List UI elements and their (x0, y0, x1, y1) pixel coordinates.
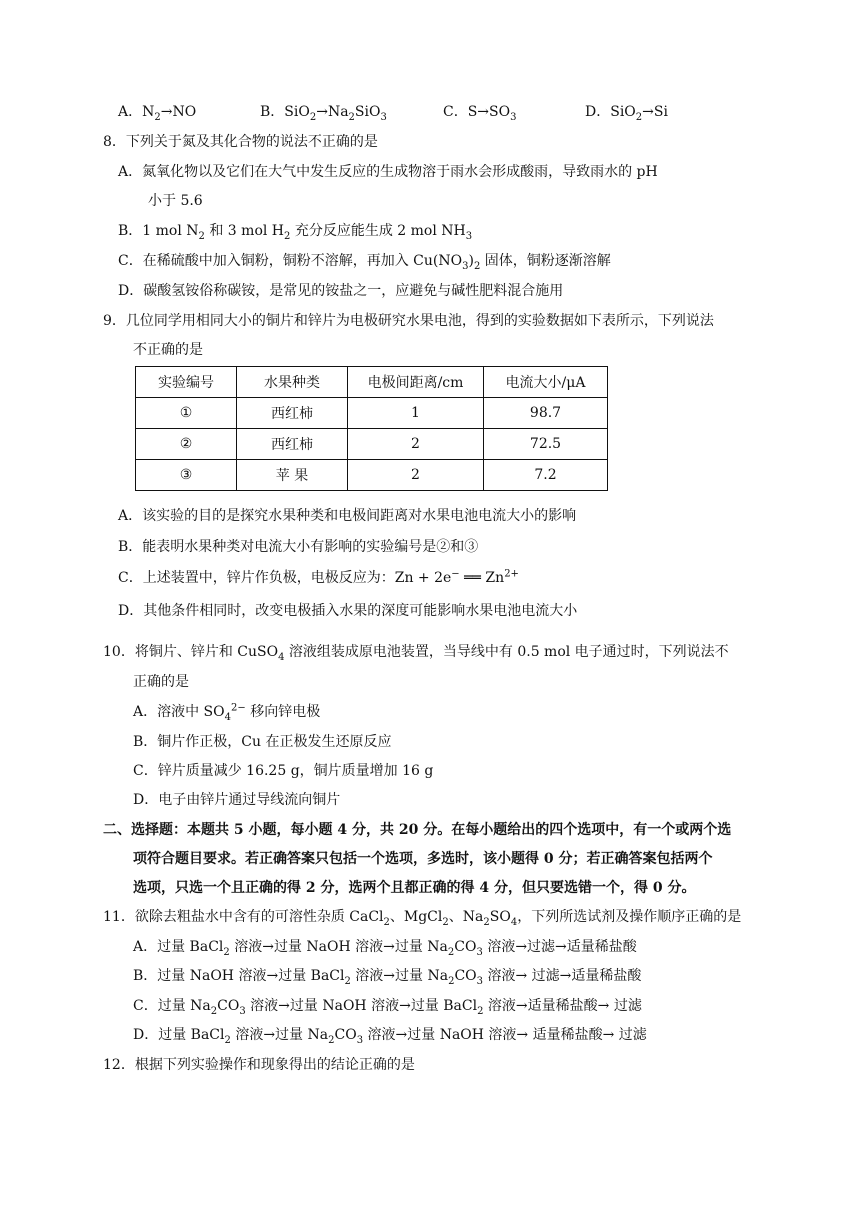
table-cell: 7.2 (484, 460, 608, 491)
q11-option-d: D．过量 BaCl$_2$ 溶液→过量 $Na_2CO_3$ 溶液→过量 NaOH 溶液→ 适量稀盐酸→ 过滤 (133, 1027, 647, 1046)
table-cell: 苹 果 (237, 460, 348, 491)
q9-option-b: B．能表明水果种类对电流大小有影响的实验编号是②和③ (118, 539, 479, 555)
q9-option-a: A．该实验的目的是探究水果种类和电极间距离对水果电池电流大小的影响 (118, 508, 577, 524)
q10-option-a: A．溶液中 $SO_4^{2-}$ 移向锌电极 (133, 702, 321, 723)
table-header-cell: 电流大小/μA (484, 367, 608, 398)
q11-stem: 11．欲除去粗盐水中含有的可溶性杂质 CaCl$_2$、MgCl$_2$、$Na_2SO_4$，下列所选试剂及操作顺序正确的是 (103, 909, 742, 928)
q8-option-d: D．碳酸氢铵俗称碳铵，是常见的铵盐之一，应避免与碱性肥料混合施用 (118, 283, 564, 299)
experiment-data-table (135, 366, 608, 491)
q10-option-d: D．电子由锌片通过导线流向铜片 (133, 792, 341, 808)
table-cell: 西红柿 (237, 398, 348, 429)
q10-option-c: C．锌片质量减少 16.25 g，铜片质量增加 16 g (133, 763, 434, 779)
table-header-cell: 实验编号 (136, 367, 237, 398)
table-cell: ① (136, 398, 237, 429)
q7-option-b: B．$SiO_2\to Na_2SiO_3$ (260, 104, 387, 123)
table-cell: 1 (348, 398, 484, 429)
section2-instructions-line2: 项符合题目要求。若正确答案只包括一个选项，多选时，该小题得 0 分；若正确答案包括两个 (133, 851, 713, 867)
section2-instructions-line1: 二、选择题：本题共 5 小题，每小题 4 分，共 20 分。在每小题给出的四个选项中，有一个或两个选 (103, 822, 732, 838)
q10-option-b: B．铜片作正极，Cu 在正极发生还原反应 (133, 734, 392, 750)
q10-stem-line2: 正确的是 (133, 674, 189, 690)
table-cell: 西红柿 (237, 429, 348, 460)
q11-option-a: A．过量 BaCl$_2$ 溶液→过量 NaOH 溶液→过量 $Na_2CO_3$ 溶液→过滤→适量稀盐酸 (133, 939, 637, 958)
q8-option-b: B．1 mol $N_2$ 和 3 mol $H_2$ 充分反应能生成 2 mol $NH_3$ (118, 223, 473, 242)
table-row (136, 398, 608, 429)
table-cell: ③ (136, 460, 237, 491)
q8-option-a-line2: 小于 5.6 (148, 193, 203, 209)
q11-option-c: C．过量 $Na_2CO_3$ 溶液→过量 NaOH 溶液→过量 BaCl$_2$ 溶液→适量稀盐酸→ 过滤 (133, 998, 642, 1017)
q11-option-b: B．过量 NaOH 溶液→过量 BaCl$_2$ 溶液→过量 $Na_2CO_3$ 溶液→ 过滤→适量稀盐酸 (133, 968, 642, 987)
q8-stem: 8．下列关于氮及其化合物的说法不正确的是 (103, 134, 378, 150)
table-row (136, 460, 608, 491)
q8-option-a-line1: A．氮氧化物以及它们在大气中发生反应的生成物溶于雨水会形成酸雨，导致雨水的 pH (118, 164, 658, 180)
table-cell: 72.5 (484, 429, 608, 460)
q8-option-c: C．在稀硫酸中加入铜粉，铜粉不溶解，再加入 $Cu(NO_3)_2$ 固体，铜粉逐渐溶解 (118, 253, 611, 272)
table-cell: 2 (348, 460, 484, 491)
table-header-cell: 水果种类 (237, 367, 348, 398)
q12-stem: 12．根据下列实验操作和现象得出的结论正确的是 (103, 1057, 415, 1073)
table-cell: ② (136, 429, 237, 460)
q9-option-d: D．其他条件相同时，改变电极插入水果的深度可能影响水果电池电流大小 (118, 603, 578, 619)
q7-option-c: C．$S\to SO_3$ (443, 104, 517, 123)
table-header-row (136, 367, 608, 398)
q10-stem-line1: 10．将铜片、锌片和 CuSO$_4$ 溶液组装成原电池装置，当导线中有 0.5 mol 电子通过时，下列说法不 (103, 644, 729, 663)
table-cell: 98.7 (484, 398, 608, 429)
q7-option-a: A．$N_2\to NO$ (118, 104, 197, 123)
q9-stem-line2: 不正确的是 (133, 342, 203, 358)
q9-stem-line1: 9．几位同学用相同大小的铜片和锌片为电极研究水果电池，得到的实验数据如下表所示，下列说法 (103, 313, 714, 329)
table-row (136, 429, 608, 460)
section2-instructions-line3: 选项，只选一个且正确的得 2 分，选两个且都正确的得 4 分，但只要选错一个，得 0 分。 (133, 880, 696, 896)
q9-option-c: C．上述装置中，锌片作负极，电极反应为：Zn + 2e− ══ $Zn^{2+}$ (118, 568, 519, 586)
q7-option-d: D．SiO$_2$→Si (585, 104, 668, 123)
table-header-cell: 电极间距离/cm (348, 367, 484, 398)
table-cell: 2 (348, 429, 484, 460)
